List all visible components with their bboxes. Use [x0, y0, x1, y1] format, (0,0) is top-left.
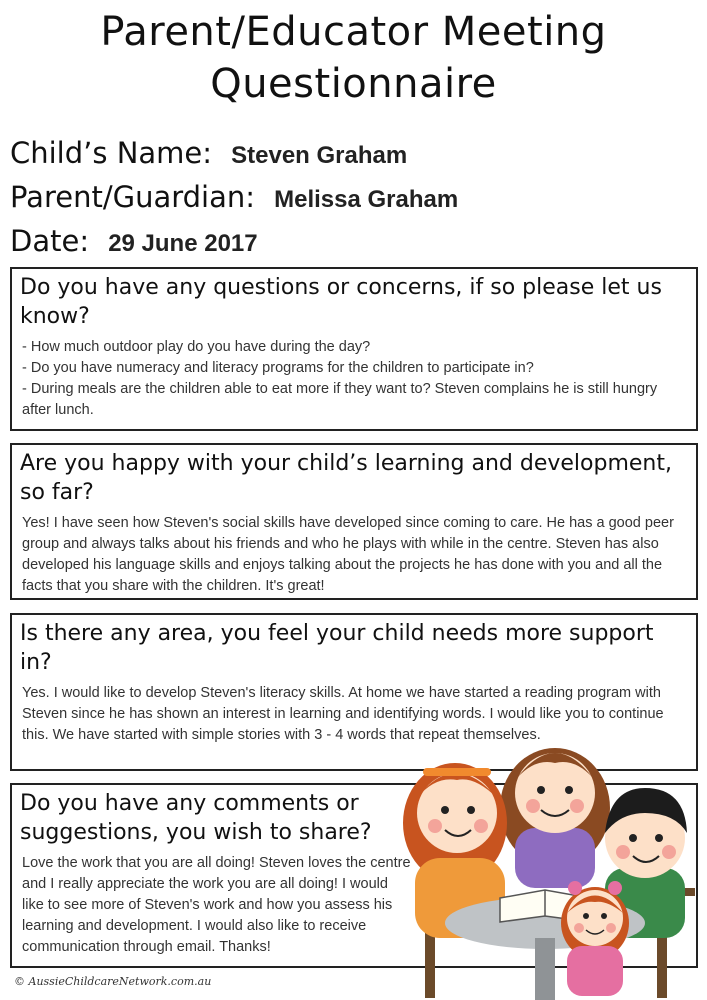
title-line-1: Parent/Educator Meeting	[100, 9, 607, 55]
child-name-label: Child’s Name:	[10, 136, 213, 170]
page-title	[0, 6, 707, 110]
question-heading: Do you have any questions or concerns, if so please let us know?	[20, 275, 662, 329]
parent-guardian-label: Parent/Guardian:	[10, 180, 256, 214]
answer-paragraph: Yes! I have seen how Steven's social skills have developed since coming to care. He has a good peer group and always talks about his friends and who he plays with while in the centre. Steven has also developed his language skills and enjoys talking about the projects he has done with you and all the facts that you share with the children. It's great!	[22, 515, 674, 594]
answer-paragraph: Love the work that you are all doing! Steven loves the centre and I really appreciate the work you are all doing! I would like to see more of Steven's work and how you assess his learning and development. I would also like to receive communication through email. Thanks!	[22, 855, 411, 955]
child-name-value: Steven Graham	[231, 142, 408, 169]
question-box-concerns	[10, 267, 698, 431]
question-heading: Is there any area, you feel your child needs more support in?	[20, 621, 654, 675]
answer-line: - Do you have numeracy and literacy programs for the children to participate in?	[22, 360, 534, 376]
answer-text	[12, 507, 696, 597]
date-value: 29 June 2017	[108, 230, 258, 257]
answer-line: - How much outdoor play do you have during the day?	[22, 339, 371, 355]
parent-guardian-row	[10, 180, 458, 220]
question-heading: Are you happy with your child’s learning and development, so far?	[20, 451, 672, 505]
parent-guardian-value: Melissa Graham	[274, 186, 459, 213]
answer-text	[12, 847, 422, 958]
title-line-2: Questionnaire	[210, 61, 497, 107]
child-name-row	[10, 136, 407, 176]
question-heading: Do you have any comments or suggestions, you wish to share?	[20, 791, 372, 845]
question-box-learning	[10, 443, 698, 600]
answer-text	[12, 331, 696, 421]
copyright-footer: © AussieChildcareNetwork.com.au	[14, 975, 212, 988]
answer-paragraph: Yes. I would like to develop Steven's literacy skills. At home we have started a reading program with Steven since he has shown an interest in learning and identifying words. I would like you to continue this. We have started with simple stories with 3 - 4 words that repeat themselves.	[22, 685, 664, 743]
answer-line: - During meals are the children able to eat more if they want to? Steven complains he is still hungry after lunch.	[22, 381, 658, 418]
date-row	[10, 224, 258, 264]
date-label: Date:	[10, 224, 90, 258]
children-reading-book-illustration	[395, 718, 707, 1000]
